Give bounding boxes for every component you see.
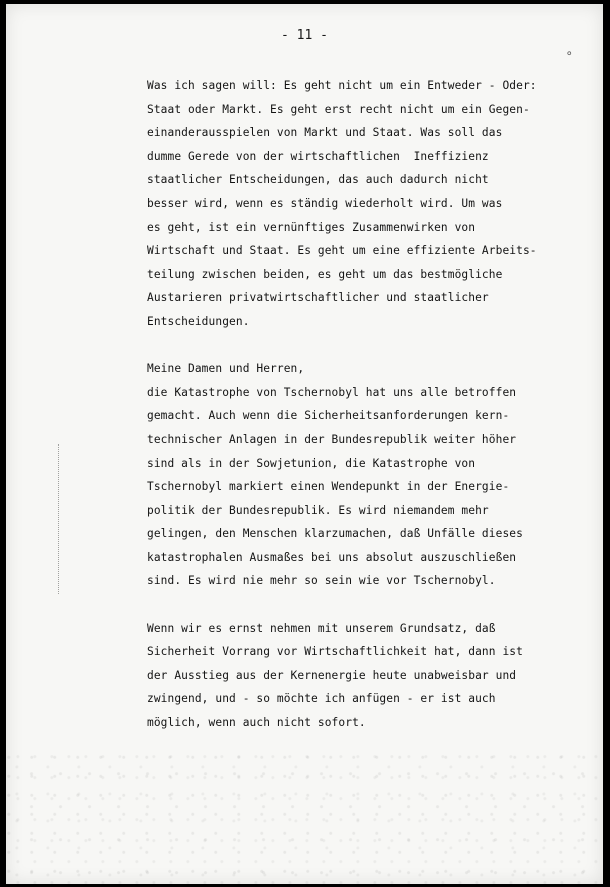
text-line: staatlicher Entscheidungen, das auch dadurch nicht — [147, 173, 489, 187]
text-line: es geht, ist ein vernünftiges Zusammenwirken von — [147, 220, 476, 234]
text-line: Entscheidungen. — [147, 314, 250, 328]
text-line: katastrophalen Ausmaßes bei uns absolut auszuschließen — [147, 550, 517, 564]
scan-noise — [6, 744, 603, 884]
text-line: gemacht. Auch wenn die Sicherheitsanforderungen kern- — [147, 409, 510, 423]
text-line: Wenn wir es ernst nehmen mit unserem Grundsatz, daß — [147, 621, 496, 635]
text-line: die Katastrophe von Tschernobyl hat uns alle betroffen — [147, 385, 517, 399]
text-line: Meine Damen und Herren, — [147, 362, 305, 376]
text-line: Tschernobyl markiert einen Wendepunkt in der Energie- — [147, 480, 510, 494]
page-number: - 11 - — [281, 28, 328, 43]
text-line: besser wird, wenn es ständig wiederholt wird. Um was — [147, 196, 503, 210]
text-line: gelingen, den Menschen klarzumachen, daß Unfälle dieses — [147, 527, 523, 541]
text-line: sind. Es wird nie mehr so sein wie vor Tschernobyl. — [147, 574, 496, 588]
text-line: der Ausstieg aus der Kernenergie heute unabweisbar und — [147, 668, 517, 682]
corner-mark: ∘ — [565, 46, 573, 60]
text-line: Austarieren privatwirtschaftlicher und staatlicher — [147, 291, 489, 305]
text-line: einanderausspielen von Markt und Staat. Was soll das — [147, 126, 503, 140]
text-line: technischer Anlagen in der Bundesrepublik weiter höher — [147, 432, 517, 446]
body-text — [147, 74, 587, 735]
document-page — [6, 4, 603, 884]
text-line: dumme Gerede von der wirtschaftlichen Ineffizienz — [147, 149, 489, 163]
text-line: möglich, wenn auch nicht sofort. — [147, 716, 366, 730]
paragraph-2 — [147, 357, 587, 593]
text-line: Was ich sagen will: Es geht nicht um ein Entweder - Oder: — [147, 79, 537, 92]
margin-mark — [58, 444, 60, 594]
text-line: teilung zwischen beiden, es geht um das bestmögliche — [147, 267, 503, 281]
text-line: politik der Bundesrepublik. Es wird niemandem mehr — [147, 503, 489, 517]
text-line: Wirtschaft und Staat. Es geht um eine effiziente Arbeits- — [147, 244, 537, 258]
text-line: zwingend, und - so möchte ich anfügen - er ist auch — [147, 692, 496, 706]
paragraph-1 — [147, 74, 587, 334]
paragraph-3 — [147, 617, 587, 735]
text-line: Staat oder Markt. Es geht erst recht nicht um ein Gegen- — [147, 102, 530, 116]
paragraph-gap — [147, 334, 587, 358]
text-line: Sicherheit Vorrang vor Wirtschaftlichkeit hat, dann ist — [147, 645, 523, 659]
paragraph-gap — [147, 593, 587, 617]
text-line: sind als in der Sowjetunion, die Katastrophe von — [147, 456, 476, 470]
